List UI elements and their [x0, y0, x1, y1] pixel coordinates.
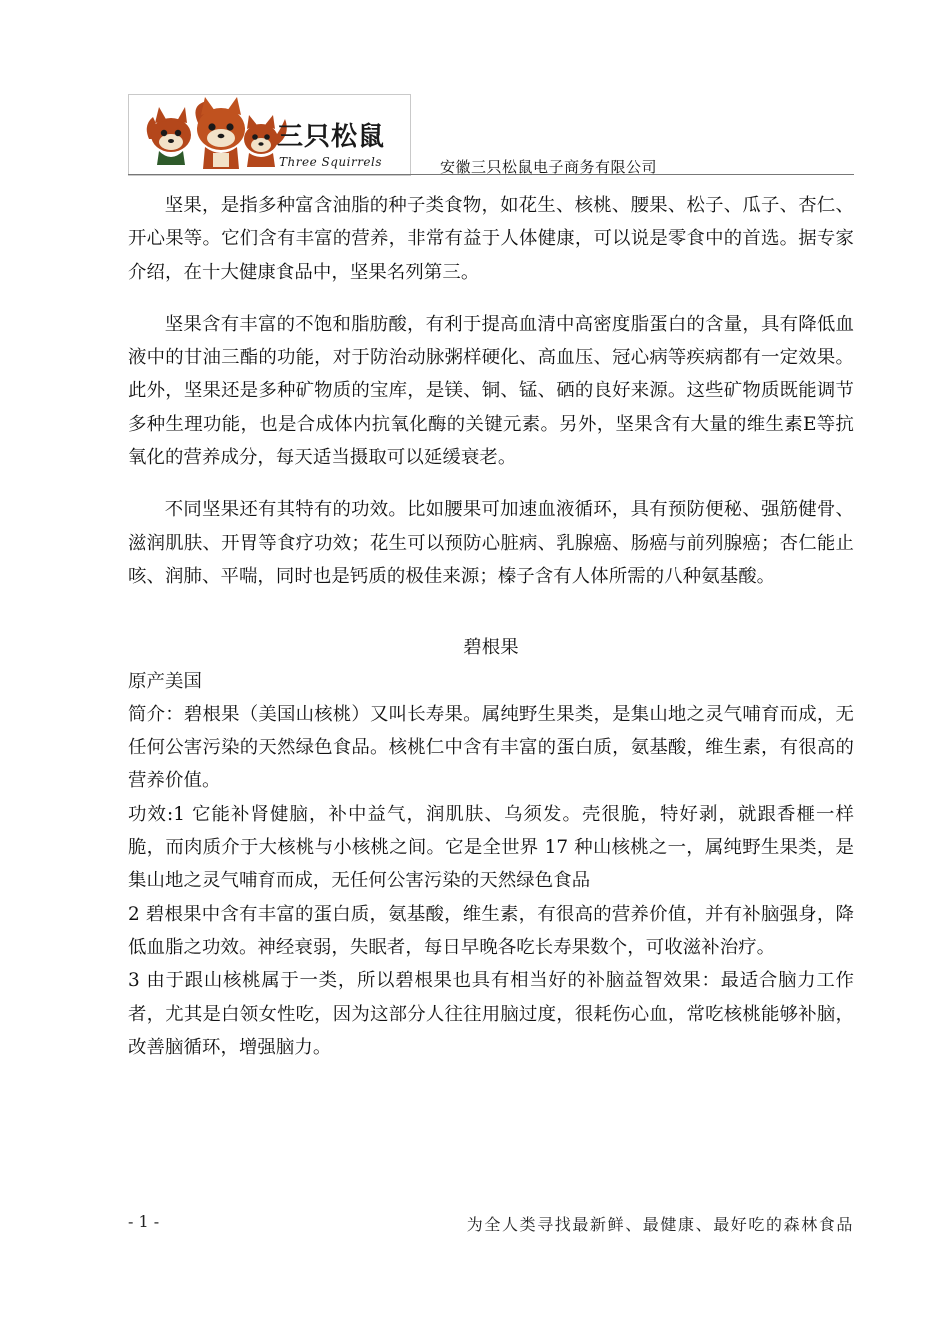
- three-squirrels-logo-icon: [129, 95, 410, 175]
- footer-slogan: 为全人类寻找最新鲜、最健康、最好吃的森林食品: [466, 1215, 854, 1234]
- document-body: [128, 189, 854, 1064]
- paragraph-nutrition: 坚果含有丰富的不饱和脂肪酸，有利于提高血清中高密度脂蛋白的含量，具有降低血液中的甘油三酯的功能，对于防治动脉粥样硬化、高血压、冠心病等疾病都有一定效果。此外，坚果还是多种矿物质的宝库，是镁、铜、锰、硒的良好来源。这些矿物质既能调节多种生理功能，也是合成体内抗氧化酶的关键元素。另外，坚果含有大量的维生素E等抗氧化的营养成分，每天适当摄取可以延缓衰老。: [128, 313, 854, 469]
- header-divider: [128, 174, 854, 175]
- origin-line: 原产美国: [128, 670, 202, 692]
- page-header: [128, 94, 854, 176]
- logo-en-text: Three Squirrels: [279, 155, 383, 169]
- company-logo: [128, 94, 411, 176]
- page-number: - 1 -: [128, 1212, 160, 1231]
- intro-paragraph: 简介：碧根果（美国山核桃）又叫长寿果。属纯野生果类，是集山地之灵气哺育而成，无任何公害污染的天然绿色食品。核桃仁中含有丰富的蛋白质，氨基酸，维生素，有很高的营养价值。: [128, 703, 854, 792]
- logo-cn-text: 三只松鼠: [277, 122, 386, 152]
- effect-item-1: 功效:1 它能补肾健脑，补中益气，润肌肤、乌须发。壳很脆，特好剥，就跟香榧一样脆，而肉质介于大核桃与小核桃之间。它是全世界 17 种山核桃之一，属纯野生果类，是集山地之灵气哺育而成，无任何公害污染的天然绿色食品: [128, 803, 854, 892]
- effect-item-3: 3 由于跟山核桃属于一类，所以碧根果也具有相当好的补脑益智效果：最适合脑力工作者，尤其是白领女性吃，因为这部分人往往用脑过度，很耗伤心血，常吃核桃能够补脑，改善脑循环，增强脑力。: [128, 970, 854, 1058]
- company-name: 安徽三只松鼠电子商务有限公司: [440, 158, 658, 176]
- section-title: 碧根果: [463, 637, 519, 659]
- squirrel-center-icon: [195, 97, 245, 169]
- squirrel-left-icon: [147, 107, 191, 165]
- effect-item-2: 2 碧根果中含有丰富的蛋白质，氨基酸，维生素，有很高的营养价值，并有补脑强身，降低血脂之功效。神经衰弱，失眠者，每日早晚各吃长寿果数个，可收滋补治疗。: [128, 903, 854, 958]
- paragraph-effects: 不同坚果还有其特有的功效。比如腰果可加速血液循环，具有预防便秘、强筋健骨、滋润肌肤、开胃等食疗功效；花生可以预防心脏病、乳腺癌、肠癌与前列腺癌；杏仁能止咳、润肺、平喘，同时也是钙质的极佳来源；榛子含有人体所需的八种氨基酸。: [128, 499, 854, 587]
- paragraph-intro: 坚果，是指多种富含油脂的种子类食物，如花生、核桃、腰果、松子、瓜子、杏仁、开心果等。它们含有丰富的营养，非常有益于人体健康，可以说是零食中的首选。据专家介绍，在十大健康食品中，坚果名列第三。: [128, 195, 854, 283]
